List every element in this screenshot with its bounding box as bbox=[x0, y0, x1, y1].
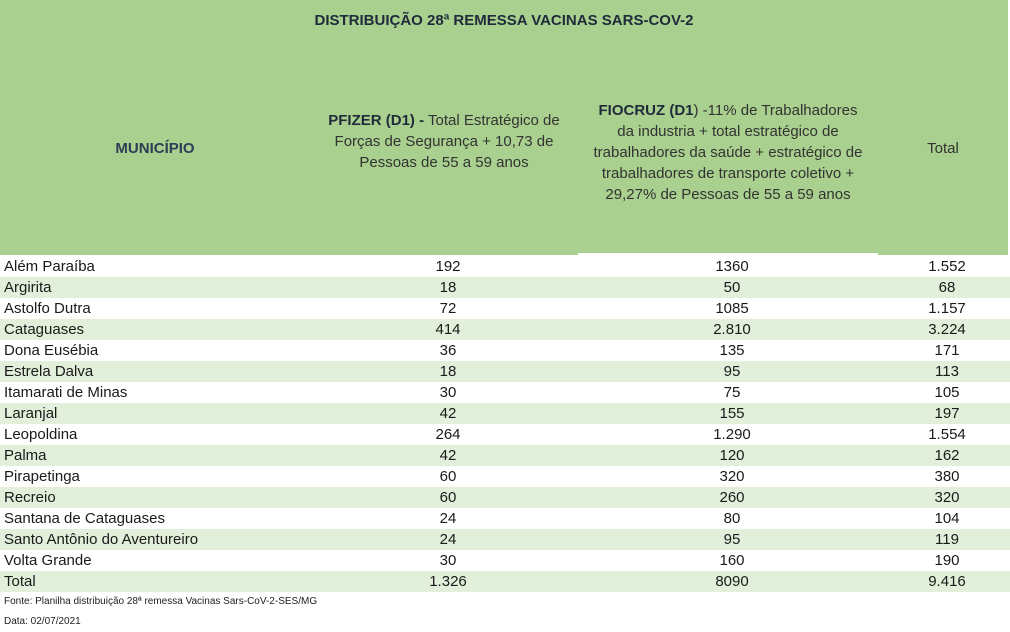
cell-municipio: Volta Grande bbox=[0, 550, 314, 571]
cell-fiocruz: 50 bbox=[582, 277, 882, 298]
table-row bbox=[0, 529, 1010, 550]
fiocruz-header-text-4: trabalhadores de transporte coletivo + bbox=[601, 165, 855, 182]
table-row bbox=[0, 403, 1010, 424]
cell-fiocruz: 1.290 bbox=[582, 424, 882, 445]
pfizer-header-text-1: Total Estratégico de bbox=[424, 112, 560, 129]
cell-total: 104 bbox=[882, 508, 1010, 529]
total-pfizer: 1.326 bbox=[314, 571, 582, 592]
fiocruz-header-text-1: ) -11% de Trabalhadores bbox=[693, 102, 858, 119]
cell-fiocruz: 75 bbox=[582, 382, 882, 403]
cell-total: 113 bbox=[882, 361, 1010, 382]
cell-pfizer: 30 bbox=[314, 382, 582, 403]
total-label: Total bbox=[0, 571, 314, 592]
table-header bbox=[0, 0, 1008, 255]
table-row bbox=[0, 550, 1010, 571]
cell-fiocruz: 1360 bbox=[582, 256, 882, 277]
table-row bbox=[0, 256, 1010, 277]
table-row bbox=[0, 319, 1010, 340]
cell-fiocruz: 155 bbox=[582, 403, 882, 424]
cell-pfizer: 60 bbox=[314, 487, 582, 508]
table-row bbox=[0, 340, 1010, 361]
cell-pfizer: 192 bbox=[314, 256, 582, 277]
page-title: DISTRIBUIÇÃO 28ª REMESSA VACINAS SARS-COV-2 bbox=[314, 12, 694, 29]
table-row bbox=[0, 361, 1010, 382]
cell-fiocruz: 135 bbox=[582, 340, 882, 361]
cell-total: 1.554 bbox=[882, 424, 1010, 445]
pfizer-header-text-2: Forças de Segurança + 10,73 de bbox=[334, 133, 554, 150]
cell-municipio: Leopoldina bbox=[0, 424, 314, 445]
cell-municipio: Além Paraíba bbox=[0, 256, 314, 277]
cell-total: 3.224 bbox=[882, 319, 1010, 340]
cell-municipio: Recreio bbox=[0, 487, 314, 508]
table-row bbox=[0, 508, 1010, 529]
cell-pfizer: 18 bbox=[314, 277, 582, 298]
cell-total: 197 bbox=[882, 403, 1010, 424]
cell-municipio: Dona Eusébia bbox=[0, 340, 314, 361]
cell-total: 1.552 bbox=[882, 256, 1010, 277]
cell-pfizer: 42 bbox=[314, 403, 582, 424]
cell-total: 190 bbox=[882, 550, 1010, 571]
cell-fiocruz: 95 bbox=[582, 529, 882, 550]
cell-pfizer: 18 bbox=[314, 361, 582, 382]
cell-municipio: Astolfo Dutra bbox=[0, 298, 314, 319]
cell-municipio: Pirapetinga bbox=[0, 466, 314, 487]
cell-total: 119 bbox=[882, 529, 1010, 550]
cell-total: 105 bbox=[882, 382, 1010, 403]
table-row bbox=[0, 424, 1010, 445]
cell-fiocruz: 2.810 bbox=[582, 319, 882, 340]
fiocruz-header-text-3: trabalhadores da saúde + estratégico de bbox=[593, 144, 863, 161]
column-header-municipio: MUNICÍPIO bbox=[115, 140, 195, 157]
column-header-pfizer bbox=[310, 110, 578, 173]
cell-municipio: Santana de Cataguases bbox=[0, 508, 314, 529]
cell-fiocruz: 160 bbox=[582, 550, 882, 571]
cell-pfizer: 42 bbox=[314, 445, 582, 466]
column-header-fiocruz bbox=[578, 100, 878, 205]
cell-fiocruz: 320 bbox=[582, 466, 882, 487]
total-grand: 9.416 bbox=[882, 571, 1010, 592]
cell-fiocruz: 95 bbox=[582, 361, 882, 382]
cell-total: 162 bbox=[882, 445, 1010, 466]
cell-municipio: Palma bbox=[0, 445, 314, 466]
cell-total: 68 bbox=[882, 277, 1010, 298]
pfizer-header-bold: PFIZER (D1) - bbox=[328, 112, 425, 129]
cell-municipio: Cataguases bbox=[0, 319, 314, 340]
distribution-table bbox=[0, 256, 1010, 592]
cell-pfizer: 60 bbox=[314, 466, 582, 487]
column-header-total: Total bbox=[927, 140, 959, 157]
cell-fiocruz: 120 bbox=[582, 445, 882, 466]
cell-pfizer: 72 bbox=[314, 298, 582, 319]
date-note: Data: 02/07/2021 bbox=[4, 616, 81, 627]
cell-pfizer: 414 bbox=[314, 319, 582, 340]
cell-municipio: Laranjal bbox=[0, 403, 314, 424]
cell-total: 320 bbox=[882, 487, 1010, 508]
cell-fiocruz: 1085 bbox=[582, 298, 882, 319]
cell-fiocruz: 260 bbox=[582, 487, 882, 508]
cell-municipio: Estrela Dalva bbox=[0, 361, 314, 382]
table-row bbox=[0, 382, 1010, 403]
cell-pfizer: 24 bbox=[314, 529, 582, 550]
fiocruz-header-bold: FIOCRUZ (D1 bbox=[598, 102, 694, 119]
total-row bbox=[0, 571, 1010, 592]
source-note: Fonte: Planilha distribuição 28ª remessa Vacinas Sars-CoV-2-SES/MG bbox=[4, 596, 318, 607]
cell-municipio: Argirita bbox=[0, 277, 314, 298]
cell-pfizer: 24 bbox=[314, 508, 582, 529]
fiocruz-header-text-2: da industria + total estratégico de bbox=[617, 123, 839, 140]
pfizer-header-text-3: Pessoas de 55 a 59 anos bbox=[359, 154, 529, 171]
fiocruz-header-text-5: 29,27% de Pessoas de 55 a 59 anos bbox=[605, 186, 851, 203]
table-row bbox=[0, 277, 1010, 298]
cell-total: 380 bbox=[882, 466, 1010, 487]
cell-municipio: Santo Antônio do Aventureiro bbox=[0, 529, 314, 550]
table-row bbox=[0, 298, 1010, 319]
cell-pfizer: 30 bbox=[314, 550, 582, 571]
table-row bbox=[0, 466, 1010, 487]
cell-total: 1.157 bbox=[882, 298, 1010, 319]
table-row bbox=[0, 445, 1010, 466]
cell-pfizer: 264 bbox=[314, 424, 582, 445]
cell-municipio: Itamarati de Minas bbox=[0, 382, 314, 403]
total-fiocruz: 8090 bbox=[582, 571, 882, 592]
table-row bbox=[0, 487, 1010, 508]
cell-pfizer: 36 bbox=[314, 340, 582, 361]
cell-fiocruz: 80 bbox=[582, 508, 882, 529]
cell-total: 171 bbox=[882, 340, 1010, 361]
